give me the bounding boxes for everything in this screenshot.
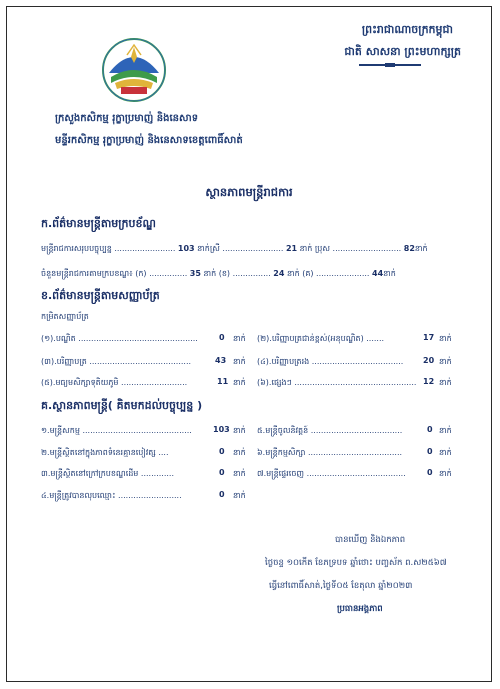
status-row [41,490,182,502]
framework-c-label: នាក់ (គ) ..................... [286,269,370,278]
status-value: 0 [219,490,225,499]
degree-row [257,356,403,368]
degree-label: (៦).ផ្សេងៗ ................................................ [257,378,417,387]
total-staff-row [41,243,428,255]
document-page [6,6,492,682]
status-label: ១.មន្ត្រីសកម្ម ........................................... [41,426,192,435]
status-value: 0 [219,468,225,477]
framework-b-value: 24 [273,269,285,278]
document-title: ស្ថានភាពមន្ត្រីរាជការ [205,185,293,199]
status-label: ២.មន្ត្រីស្ថិតនៅក្នុងភាពទំនេរគ្មានបៀវត្ស .... [41,448,169,457]
status-value: 0 [427,447,433,456]
status-row [257,425,402,437]
status-label: ៣.មន្ត្រីស្ថិតនៅក្រៅក្របខណ្ឌដើម ............. [41,469,174,478]
unit-label: នាក់ [439,426,452,435]
signer-title: ប្រធានអង្គភាព [337,604,383,614]
ornament-divider [359,63,421,67]
unit-label: នាក់ [233,334,246,343]
degree-label: (៤).បរិញ្ញាបត្ររង .................................... [257,357,404,366]
degree-value: 0 [219,333,225,342]
section-c-heading: គ.ស្ថានភាពមន្ត្រី( គិតមកដល់បច្ចុប្បន្ន ) [41,399,203,412]
degree-level-subheading: កម្រិតសញ្ញាប័ត្រ [41,312,89,321]
framework-c-value: 44 [372,269,384,278]
solar-date: ធ្វើនៅពោធិ៍សាត់,ថ្ងៃទី០៥ ខែតុលា ឆ្នាំ២០២៣ [269,581,413,591]
male-value: 82 [403,244,415,253]
degree-value: 43 [215,356,227,365]
status-value: 0 [427,425,433,434]
framework-a-value: 35 [189,269,201,278]
degree-label: (២).បរិញ្ញាបត្រជាន់ខ្ពស់(អនុបណ្ឌិត) ....... [257,334,385,343]
degree-row [41,333,198,345]
lunar-date: ថ្ងៃចន្ទ ១០កើត ខែភទ្របទ ឆ្នាំថោះ បញ្ចស័ក ព.ស២៥៦៧ [265,558,447,568]
status-row [41,447,168,459]
unit-label: នាក់ [233,378,246,387]
ministry-logo-icon [101,37,167,103]
female-value: 21 [285,244,298,253]
status-label: ៥.មន្ត្រីចូលនិវត្តន៍ .................................... [257,426,403,435]
degree-value: 11 [217,377,229,386]
unit-label: នាក់ [233,448,246,457]
national-motto: ជាតិ សាសនា ព្រះមហាក្សត្រ [344,45,461,58]
status-label: ៧.មន្ត្រីផ្ទេរចេញ ....................................... [257,469,406,478]
status-row [257,468,406,480]
unit-label: នាក់ [233,469,246,478]
status-label: ៦.មន្ត្រីកម្មសិក្សា ..................................... [257,448,403,457]
total-value: 103 [177,244,195,253]
degree-row [41,377,187,389]
framework-b-label: នាក់ (ខ) ............... [203,269,271,278]
degree-value: 17 [423,333,435,342]
kingdom-heading: ព្រះរាជាណាចក្រកម្ពុជា [361,23,453,36]
ministry-name: ក្រសួងកសិកម្ម រុក្ខាប្រមាញ់ និងនេសាទ [55,113,199,124]
status-label: ៤.មន្ត្រីត្រូវបានលុបឈ្មោះ ......................... [41,491,182,500]
unit-label: នាក់ [233,357,246,366]
status-row [41,468,174,480]
section-b-heading: ខ.ព័ត៌មានមន្ត្រីតាមសញ្ញាប័ត្រ [41,289,160,302]
degree-value: 12 [423,377,435,386]
female-label: នាក់ស្រី ........................ [197,244,284,253]
degree-value: 20 [423,356,435,365]
department-name: មន្ទីរកសិកម្ម រុក្ខាប្រមាញ់ និងនេសាទខេត្តពោធិ៍សាត់ [55,135,243,146]
degree-row [257,333,384,345]
unit-label: នាក់ [439,378,452,387]
framework-row [41,268,396,280]
approval-note: បានឃើញ និងឯកភាព [335,535,406,545]
unit-label: នាក់ [439,334,452,343]
male-label: នាក់ ប្រុស ........................... [299,244,402,253]
status-value: 103 [213,425,230,434]
unit-label: នាក់ [414,244,428,253]
degree-row [41,356,191,368]
unit-label: នាក់ [439,357,452,366]
degree-label: (៥).មធ្យមសិក្សាទុតិយភូមិ .......................... [41,378,188,387]
section-a-heading: ក.ព័ត៌មានមន្ត្រីតាមក្របខ័ណ្ឌ [41,217,156,230]
unit-label: នាក់ [439,448,452,457]
unit-label: នាក់ [233,491,246,500]
status-row [257,447,402,459]
total-label: មន្ត្រីរាជការសរុបបច្ចុប្បន្ន ........................ [41,244,176,253]
degree-label: (៣).បរិញ្ញាបត្រ ........................................ [41,357,192,366]
status-value: 0 [427,468,433,477]
unit-label: នាក់ [439,469,452,478]
degree-row [257,377,416,389]
framework-label: ចំនួនមន្ត្រីរាជការតាមក្របខណ្ឌ៖ (ក) ............... [41,269,188,278]
unit-label: នាក់ [383,269,396,278]
degree-label: (១).បណ្ឌិត ............................................... [41,334,198,343]
status-value: 0 [219,447,225,456]
unit-label: នាក់ [233,426,246,435]
status-row [41,425,192,437]
